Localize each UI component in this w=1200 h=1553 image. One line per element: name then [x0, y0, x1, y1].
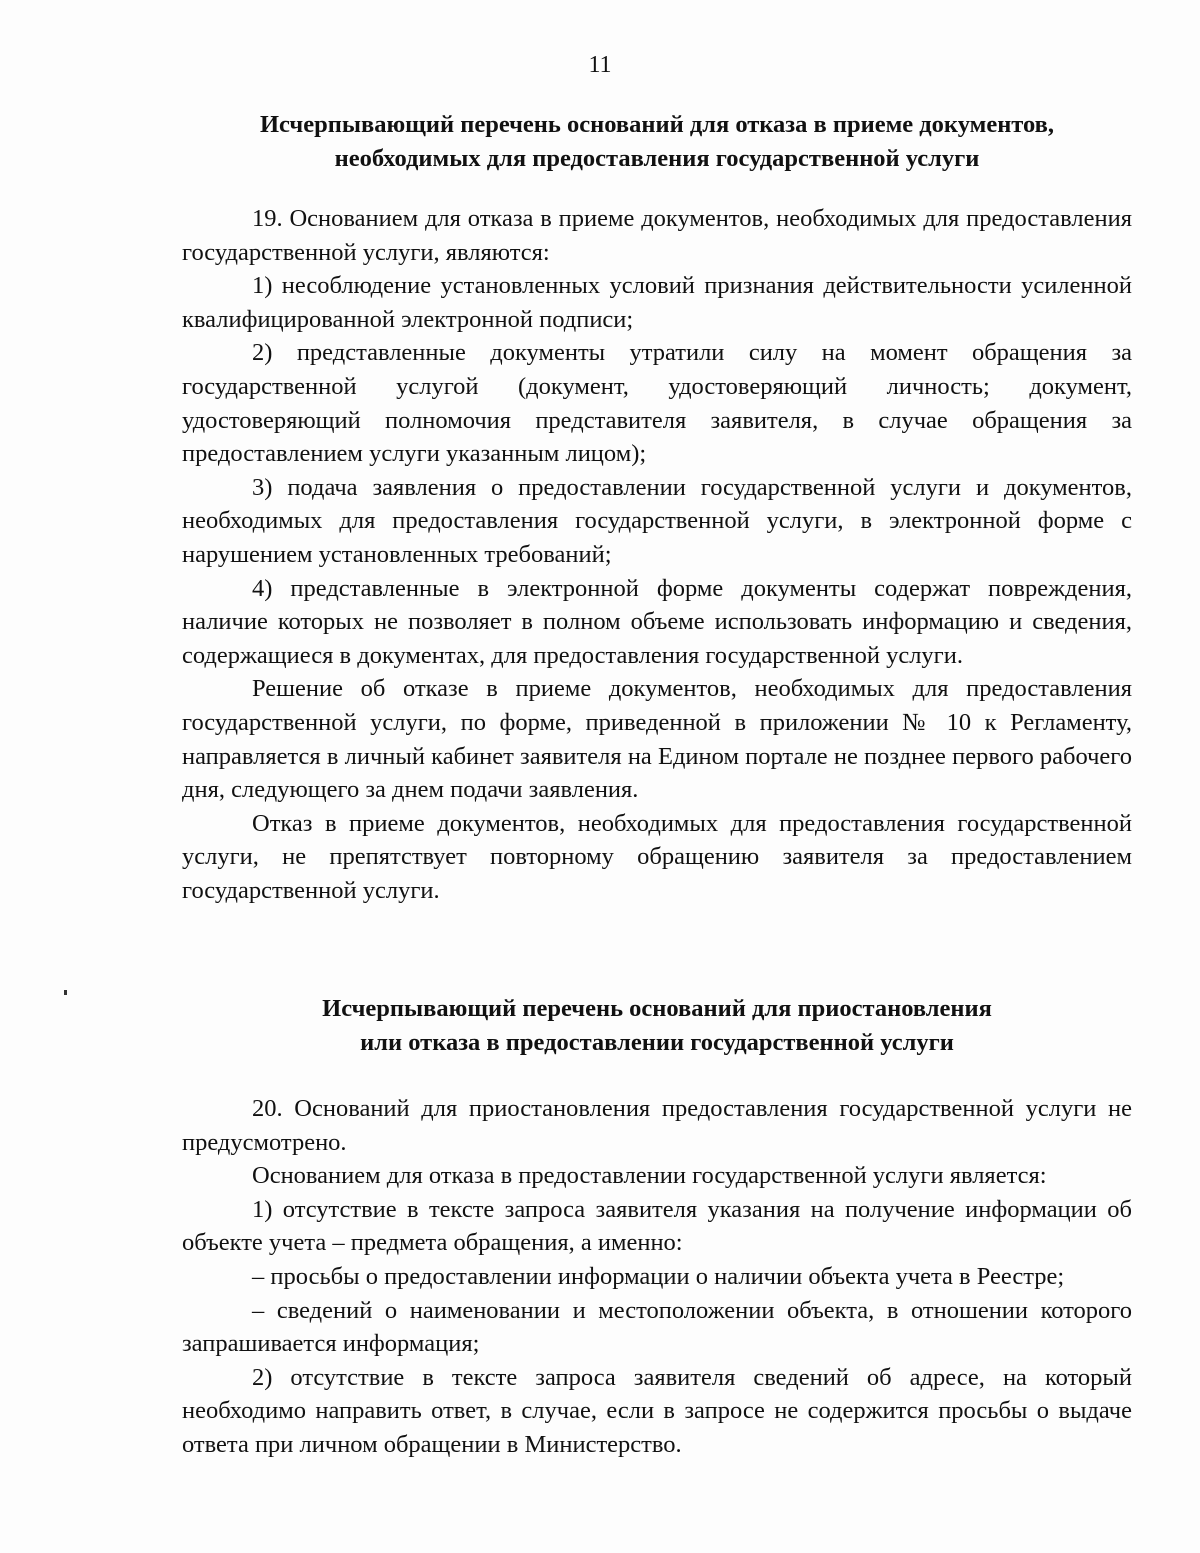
page-number: 11 [588, 52, 612, 78]
heading-line: Исчерпывающий перечень оснований для отказа в приеме документов, [259, 111, 1055, 138]
paragraph: 1) отсутствие в тексте запроса заявителя указания на получение информации об объекте учета – предмета обращения, а именно: [182, 1195, 1132, 1257]
heading-line: или отказа в предоставлении государственной услуги [360, 1029, 954, 1056]
paragraph: 1) несоблюдение установленных условий признания действительности усиленной квалифицированной электронной подписи; [182, 272, 1132, 333]
paragraph: 3) подача заявления о предоставлении государственной услуги и документов, необходимых для предоставления государственной услуги, в электронной форме с нарушением установленных требований; [182, 473, 1132, 568]
section-body-suspension-refusal [182, 1092, 1132, 1462]
section-body-refusal-acceptance [182, 202, 1132, 907]
heading-line: Исчерпывающий перечень оснований для приостановления [322, 995, 992, 1022]
paragraph: 2) представленные документы утратили силу на момент обращения за государственной услугой (документ, удостоверяющий личность; документ, удостоверяющий полномочия представителя заявителя, в случае обращения за предоставлением услуги указанным лицом); [182, 339, 1132, 468]
paragraph: – просьбы о предоставлении информации о наличии объекта учета в Реестре; [252, 1262, 1065, 1290]
paragraph: – сведений о наименовании и местоположении объекта, в отношении которого запрашивается информация; [182, 1296, 1132, 1358]
section-heading-refusal-acceptance [182, 108, 1132, 176]
paragraph: 20. Оснований для приостановления предоставления государственной услуги не предусмотрено. [182, 1095, 1132, 1156]
paragraph: Отказ в приеме документов, необходимых для предоставления государственной услуги, не препятствует повторному обращению заявителя за предоставлением государственной услуги. [182, 809, 1132, 904]
paragraph: 2) отсутствие в тексте запроса заявителя сведений об адресе, на который необходимо направить ответ, в случае, если в запросе не содержится просьбы о выдаче ответа при личном обращении в Министерство. [182, 1363, 1132, 1458]
heading-line: необходимых для предоставления государственной услуги [334, 145, 980, 172]
paragraph: 4) представленные в электронной форме документы содержат повреждения, наличие которых не позволяет в полном объеме использовать информацию и сведения, содержащиеся в документах, для предоставления государственной услуги. [182, 574, 1132, 669]
section-heading-suspension-refusal [182, 992, 1132, 1060]
paragraph: Решение об отказе в приеме документов, необходимых для предоставления государственной услуги, по форме, приведенной в приложении № 10 к Регламенту, направляется в личный кабинет заявителя на Едином портале не позднее первого рабочего дня, следующего за днем подачи заявления. [182, 675, 1132, 804]
scan-speck [64, 990, 67, 995]
paragraph: Основанием для отказа в предоставлении государственной услуги является: [252, 1162, 1047, 1190]
paragraph: 19. Основанием для отказа в приеме документов, необходимых для предоставления государственной услуги, являются: [182, 205, 1132, 266]
